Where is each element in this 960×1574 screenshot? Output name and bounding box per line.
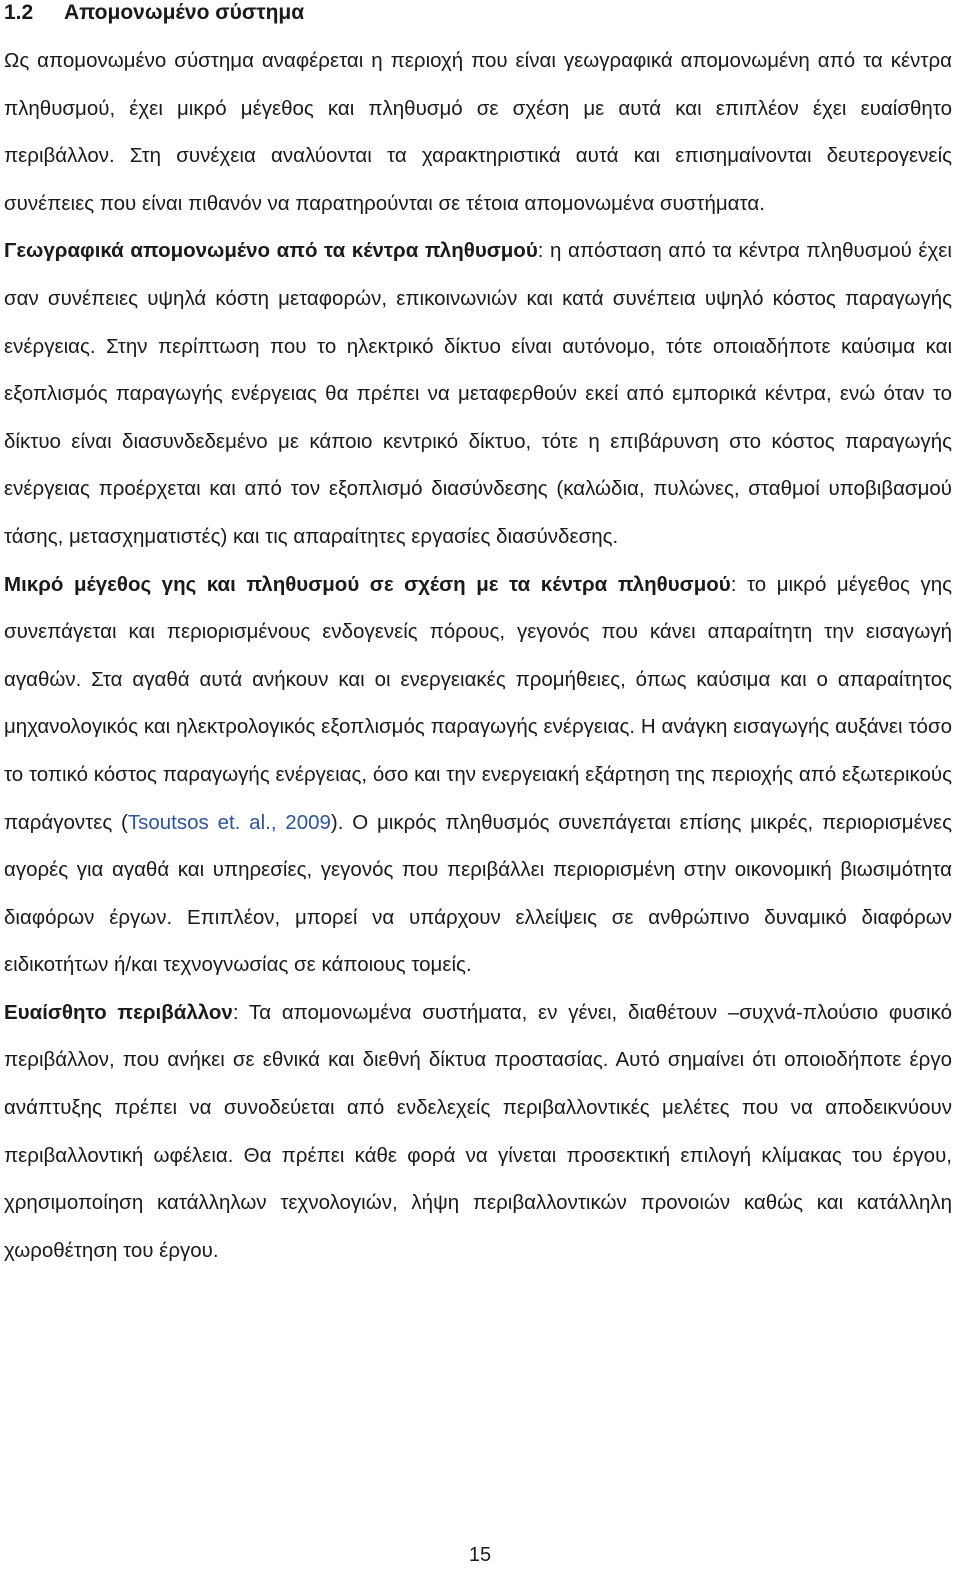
paragraph-text-environment: : Τα απομονωμένα συστήματα, εν γένει, διαθέτουν –συχνά-πλούσιο φυσικό περιβάλλον, που ανήκει σε εθνικά και διεθνή δίκτυα προστασίας. Αυτό σημαίνει ότι οποιοδήποτε έργο ανάπτυξης πρέπει να συνοδεύεται από ενδελεχείς περιβαλλοντικές μελέτες που να αποδεικνύουν περιβαλλοντική ωφέλεια. Θα πρέπει κάθε φορά να γίνεται προσεκτική επιλογή κλίμακας του έργου, χρησιμοποίηση κατάλληλων τεχνολογιών, λήψη περιβαλλοντικών προνοιών καθώς και κατάλληλη χωροθέτηση του έργου. — [4, 1000, 953, 1262]
paragraph-text-small-size-part1: : το μικρό μέγεθος γης συνεπάγεται και περιορισμένους ενδογενείς πόρους, γεγονός που κάνει απαραίτητη την εισαγωγή αγαθών. Στα αγαθά αυτά ανήκουν και οι ενεργειακές προμήθειες, όπως καύσιμα και ο απαραίτητος μηχανολογικός και ηλεκτρολογικός εξοπλισμός παραγωγής ενέργειας. Η ανάγκη εισαγωγής αυξάνει τόσο το τοπικό κόστος παραγωγής ενέργειας, όσο και την ενεργειακή εξάρτηση της περιοχής από εξωτερικούς παράγοντες ( — [4, 572, 952, 834]
paragraph-intro: Ως απομονωμένο σύστημα αναφέρεται η περιοχή που είναι γεωγραφικά απομονωμένη από τα κέντρα πληθυσμού, έχει μικρό μέγεθος και πληθυσμό σε σχέση με αυτά και επιπλέον έχει ευαίσθητο περιβάλλον. Στη συνέχεια αναλύονται τα χαρακτηριστικά αυτά και επισημαίνονται δευτερογενείς συνέπειες που είναι πιθανόν να παρατηρούνται σε τέτοια απομονωμένα συστήματα. — [4, 49, 952, 215]
citation-link[interactable]: Tsoutsos et. al., 2009 — [127, 810, 331, 834]
paragraph-small-size — [4, 561, 952, 989]
section-number: 1.2 — [4, 1, 34, 24]
body-text — [4, 37, 952, 1274]
section-title: Απομονωμένο σύστημα — [64, 1, 305, 24]
section-heading — [4, 0, 304, 30]
paragraph-lead-small-size: Μικρό μέγεθος γης και πληθυσμού σε σχέση με τα κέντρα πληθυσμού — [4, 572, 731, 596]
paragraph-environment — [4, 989, 952, 1275]
paragraph-text-geographic: : η απόσταση από τα κέντρα πληθυσμού έχει σαν συνέπειες υψηλά κόστη μεταφορών, επικοινωνιών και κατά συνέπεια υψηλό κόστος παραγωγής ενέργειας. Στην περίπτωση που το ηλεκτρικό δίκτυο είναι αυτόνομο, τότε οποιαδήποτε καύσιμα και εξοπλισμός παραγωγής ενέργειας θα πρέπει να μεταφερθούν εκεί από εμπορικά κέντρα, ενώ όταν το δίκτυο είναι διασυνδεδεμένο με κάποιο κεντρικό δίκτυο, τότε η επιβάρυνση στο κόστος παραγωγής ενέργειας προέρχεται και από τον εξοπλισμό διασύνδεσης (καλώδια, πυλώνες, σταθμοί υποβιβασμού τάσης, μετασχηματιστές) και τις απαραίτητες εργασίες διασύνδεσης. — [4, 239, 952, 548]
paragraph-lead-environment: Ευαίσθητο περιβάλλον — [4, 1000, 233, 1024]
paragraph-geographic — [4, 227, 952, 560]
paragraph-lead-geographic: Γεωγραφικά απομονωμένο από τα κέντρα πληθυσμού — [4, 239, 538, 263]
page-number: 15 — [468, 1544, 492, 1566]
paragraph-text-small-size-part2: ). Ο μικρός πληθυσμός συνεπάγεται επίσης μικρές, περιορισμένες αγορές για αγαθά και υπηρεσίες, γεγονός που περιβάλλει περιορισμένη στην οικονομική βιωσιμότητα διαφόρων έργων. Επιπλέον, μπορεί να υπάρχουν ελλείψεις σε ανθρώπινο δυναμικό διαφόρων ειδικοτήτων ή/και τεχνογνωσίας σε κάποιους τομείς. — [4, 810, 953, 977]
